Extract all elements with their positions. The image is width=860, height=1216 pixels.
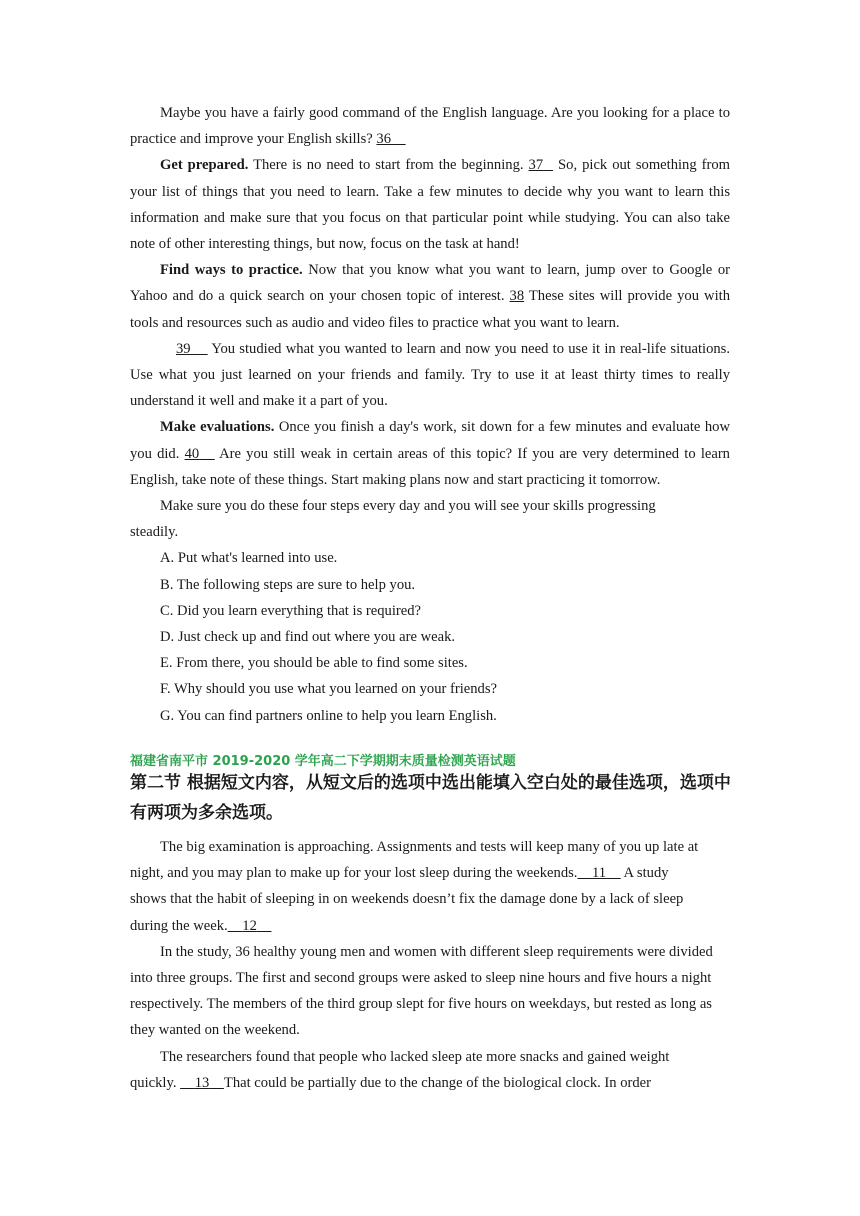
- blank-36-underline: [391, 131, 406, 147]
- paragraph-intro: [130, 100, 730, 152]
- passage-two: [130, 834, 715, 1096]
- p2-paragraph-3: [130, 1044, 715, 1096]
- blank-13: 13: [194, 1074, 210, 1091]
- blank-39: 39: [176, 340, 191, 357]
- blank-37: 37: [528, 157, 544, 174]
- p2-para3-text-2: That could be partially due to the change of the biological clock. In order: [223, 1074, 652, 1091]
- blank-38: 38: [509, 288, 525, 305]
- blank-36: 36: [376, 131, 392, 148]
- passage-one: [130, 100, 730, 729]
- option-g: G. You can find partners online to help you learn English.: [160, 707, 497, 724]
- para5-text-2: Are you still weak in certain areas of this topic? If you are very determined to learn English, take note of these things. Start making plans now and start practicing it tomorrow.: [130, 445, 730, 488]
- para4-text: You studied what you wanted to learn and now you need to use it in real-life situations. Use what you just learned on your friends and family. Try to use it at least thirty times to really understand it well and make it a part of you.: [130, 340, 730, 410]
- para3-text-1: Now that you know what you want to learn, jump over to Google or Yahoo and do a quick search on your chosen topic of interest.: [130, 262, 730, 305]
- paragraph-make-evaluations: [130, 414, 730, 493]
- source-title: 福建省南平市 2019-2020 学年高二下学期期末质量检测英语试题: [130, 754, 516, 769]
- p2-paragraph-2: In the study, 36 healthy young men and women with different sleep requirements were divided into three groups. The first and second groups were asked to sleep nine hours and five hours a night respectively. The members of the third group slept for five hours on weekdays, but rested as long as they wanted on the weekend.: [130, 943, 713, 1039]
- para2-text-1: There is no need to start from the beginning.: [248, 157, 529, 174]
- para2-text-2: So, pick out something from your list of things that you need to learn. Take a few minutes to decide why you want to learn this information and make sure that you focus on that particular point while studying. You can also take note of other interesting things, but now, focus on the task at hand!: [130, 157, 730, 253]
- option-a: A. Put what's learned into use.: [160, 550, 338, 567]
- blank-12: 12: [242, 917, 257, 934]
- option-b: B. The following steps are sure to help you.: [160, 576, 416, 593]
- option-e: E. From there, you should be able to find some sites.: [160, 655, 468, 672]
- p2-paragraph-1: [130, 834, 715, 939]
- heading-find-ways: Find ways to practice.: [160, 262, 303, 279]
- option-c: C. Did you learn everything that is required?: [160, 602, 421, 619]
- paragraph-find-ways: [130, 257, 730, 336]
- blank-40: 40: [184, 445, 200, 462]
- paragraph-get-prepared: [130, 152, 730, 257]
- p2-para1-text-2: A study shows that the habit of sleeping in on weekends doesn’t fix the damage done by a lack of sleep during the week.: [130, 865, 698, 934]
- para3-text-2: These sites will provide you with tools and resources such as audio and video files to practice what you want to learn.: [130, 288, 730, 331]
- option-f: F. Why should you use what you learned on your friends?: [160, 681, 497, 698]
- paragraph-closing: Make sure you do these four steps every day and you will see your skills progressing steadily.: [130, 498, 656, 541]
- section-heading: 第二节 根据短文内容，从短文后的选项中选出能填入空白处的最佳选项，选项中有两项为多余选项。: [130, 773, 731, 823]
- p2-para1-text-1: The big examination is approaching. Assignments and tests will keep many of you up late at night, and you may plan to make up for your lost sleep during the weekends.: [130, 839, 699, 882]
- heading-get-prepared: Get prepared.: [160, 157, 249, 174]
- p2-para3-text-1: The researchers found that people who lacked sleep ate more snacks and gained weight quickly.: [130, 1048, 670, 1091]
- para5-text-1: Once you finish a day's work, sit down for a few minutes and evaluate how you did.: [130, 419, 731, 462]
- paragraph-39: [130, 336, 730, 415]
- option-d: D. Just check up and find out where you are weak.: [160, 629, 456, 646]
- heading-make-evaluations: Make evaluations.: [160, 419, 275, 436]
- blank-11: 11: [592, 865, 607, 882]
- intro-text: Maybe you have a fairly good command of the English language. Are you looking for a place to practice and improve your English skills?: [130, 105, 730, 148]
